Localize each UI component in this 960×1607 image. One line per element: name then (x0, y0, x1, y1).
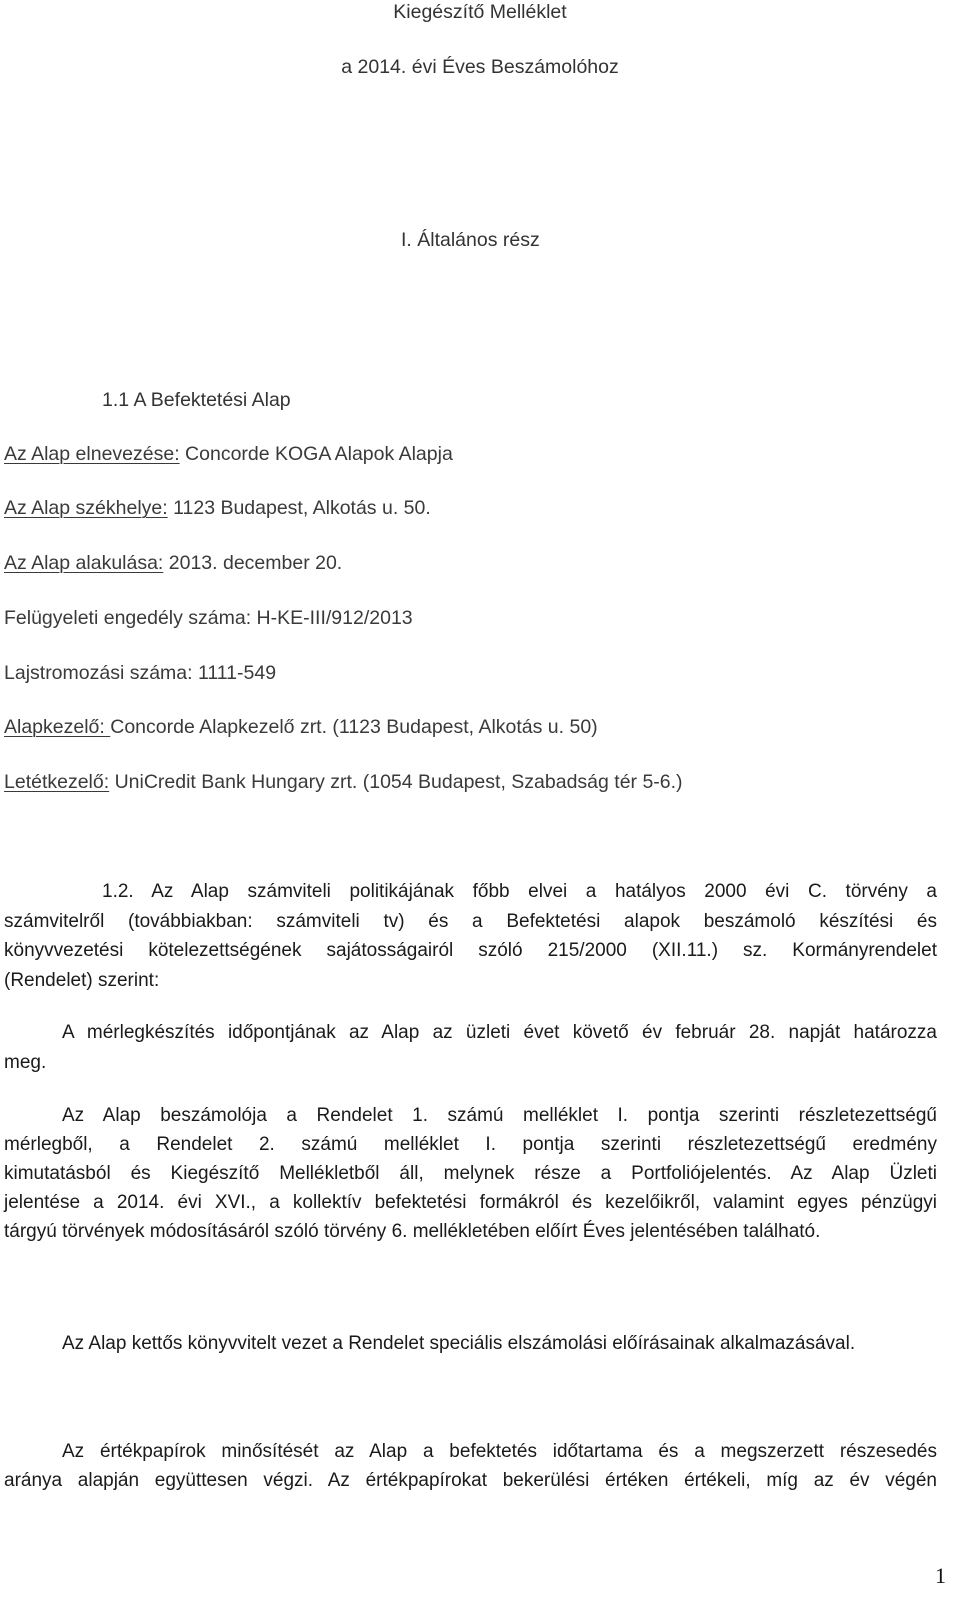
fund-seat-label: Az Alap székhelye: (4, 497, 168, 519)
report-line-1: Az Alap beszámolója a Rendelet 1. számú melléklet I. pontja szerinti részletezettségű (62, 1105, 937, 1126)
policy-line-2: számvitelről (továbbiakban: számviteli tv) és a Befektetési alapok beszámoló készítési és (4, 911, 937, 932)
report-line-3: kimutatásból és Kiegészítő Mellékletből áll, melynek része a Portfoliójelentés. Az Alap Üzleti (4, 1163, 937, 1184)
report-line-4: jelentése a 2014. évi XVI., a kollektív befektetési formákról és kezelőikről, valamint egyes pénzügyi (4, 1192, 937, 1213)
fund-custodian-label: Letétkezelő: (4, 771, 110, 793)
fund-name-row (4, 442, 453, 466)
fund-heading: 1.1 A Befektetési Alap (102, 389, 291, 411)
document-subtitle: a 2014. évi Éves Beszámolóhoz (341, 56, 619, 78)
report-line-5: tárgyú törvények módosításáról szóló törvény 6. mellékletében előírt Éves jelentésében található. (4, 1221, 821, 1242)
fund-name-label: Az Alap elnevezése: (4, 443, 180, 465)
fund-custodian-value: UniCredit Bank Hungary zrt. (1054 Budapest, Szabadság tér 5-6.) (109, 771, 683, 793)
report-line-2: mérlegből, a Rendelet 2. számú melléklet I. pontja szerinti részletezettségű eredmény (4, 1134, 937, 1155)
page-number: 1 (935, 1563, 946, 1588)
fund-founded-value: 2013. december 20. (163, 552, 343, 574)
document-title: Kiegészítő Melléklet (393, 1, 567, 23)
fund-custodian-row (4, 770, 683, 794)
fund-seat-row (4, 496, 431, 520)
fund-manager-value: Concorde Alapkezelő zrt. (1123 Budapest, Alkotás u. 50) (110, 716, 598, 738)
policy-line-3: könyvvezetési kötelezettségének sajátosságairól szóló 215/2000 (XII.11.) sz. Kormányrendelet (4, 940, 937, 961)
balance-date-line-2: meg. (4, 1052, 47, 1073)
securities-line-1: Az értékpapírok minősítését az Alap a befektetés időtartama és a megszerzett részesedés (62, 1441, 937, 1462)
fund-founded-label: Az Alap alakulása: (4, 552, 164, 574)
balance-date-line-1: A mérlegkészítés időpontjának az Alap az üzleti évet követő év február 28. napját határozza (62, 1022, 937, 1043)
section-heading-general: I. Általános rész (401, 229, 540, 251)
policy-line-4: (Rendelet) szerint: (4, 970, 160, 991)
fund-seat-value: 1123 Budapest, Alkotás u. 50. (167, 497, 431, 519)
fund-manager-row (4, 715, 598, 739)
securities-line-2: aránya alapján együttesen végzi. Az értékpapírokat bekerülési értéken értékeli, míg az év végén (4, 1470, 937, 1491)
fund-manager-label: Alapkezelő: (4, 716, 111, 738)
bookkeeping-paragraph: Az Alap kettős könyvvitelt vezet a Rendelet speciális elszámolási előírásainak alkalmazásával. (62, 1333, 856, 1354)
fund-founded-row (4, 551, 342, 575)
fund-license: Felügyeleti engedély száma: H-KE-III/912/2013 (4, 607, 413, 629)
fund-registration: Lajstromozási száma: 1111-549 (4, 662, 277, 684)
policy-line-1: 1.2. Az Alap számviteli politikájának főbb elvei a hatályos 2000 évi C. törvény a (102, 881, 937, 902)
fund-name-value: Concorde KOGA Alapok Alapja (179, 443, 453, 465)
